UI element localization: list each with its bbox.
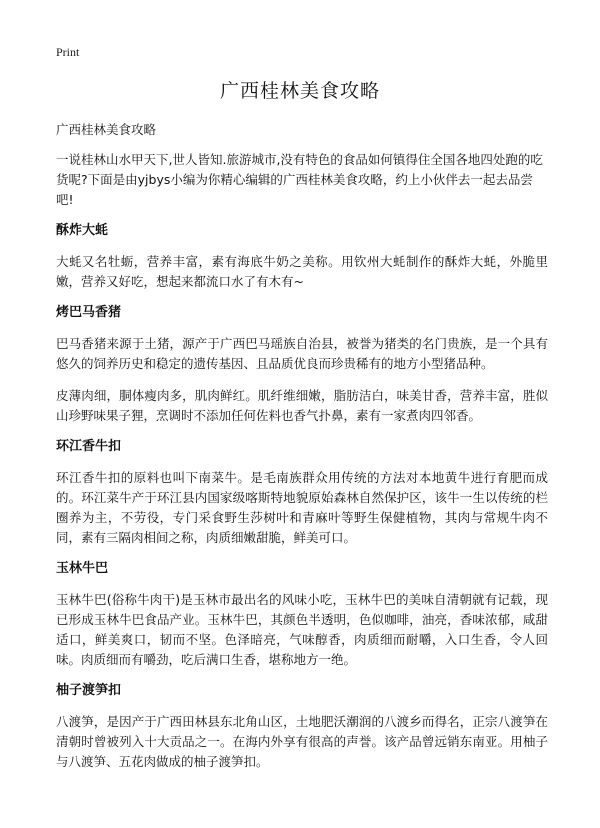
page-title: 广西桂林美食攻略	[219, 80, 380, 102]
section-huanjiang-beef	[56, 438, 548, 548]
section-paragraph: 巴马香猪来源于土猪，源产于广西巴马瑶族自治县，被誉为猪类的名门贵族，是一个具有悠久的饲养历史和稳定的遗传基因、且品质优良而珍贵稀有的地方小型猪品种。	[56, 336, 548, 371]
section-paragraph: 环江香牛扣的原料也叫下南菜牛。是毛南族群众用传统的方法对本地黄牛进行育肥而成的。环江菜牛产于环江县内国家级喀斯特地貌原始森林自然保护区，该牛一生以传统的栏圈养为主，不劳役，专门采食野生莎树叶和青麻叶等野生保健植物，其肉与常规牛肉不同，素有三隔肉相间之称，肉质细嫩甜脆，鲜美可口。	[56, 470, 548, 545]
section-heading: 环江香牛扣	[56, 439, 122, 454]
section-paragraph: 大蚝又名牡蛎，营养丰富，素有海底牛奶之美称。用钦州大蚝制作的酥炸大蚝，外脆里嫩，营养又好吃，想起来都流口水了有木有~	[56, 254, 548, 289]
section-heading: 柚子渡笋扣	[56, 683, 122, 698]
article-body	[56, 120, 548, 784]
article-subtitle: 广西桂林美食攻略	[56, 122, 157, 137]
section-heading: 玉林牛巴	[56, 561, 109, 576]
section-pomelo-bamboo	[56, 682, 548, 772]
section-heading: 酥炸大蚝	[56, 223, 109, 238]
section-heading: 烤巴马香猪	[56, 305, 122, 320]
section-fried-oyster	[56, 222, 548, 292]
section-paragraph: 皮薄肉细，胴体瘦肉多，肌肉鲜红。肌纤维细嫩，脂肪洁白，味美甘香，营养丰富，胜似山珍野味果子狸，烹调时不添加任何佐料也香气扑鼻，素有一家煮肉四邻香。	[56, 388, 548, 423]
section-paragraph: 八渡笋，是因产于广西田林县东北角山区，土地肥沃潮润的八渡乡而得名，正宗八渡笋在清朝时曾被列入十大贡品之一。在海内外享有很高的声誉。该产品曾远销东南亚。用柚子与八渡笋、五花肉做成的柚子渡笋扣。	[56, 714, 548, 769]
section-yulin-beef-jerky	[56, 560, 548, 670]
section-bama-pig	[56, 304, 548, 426]
section-paragraph: 玉林牛巴(俗称牛肉干)是玉林市最出名的风味小吃，玉林牛巴的美味自清朝就有记载，现已形成玉林牛巴食品产业。玉林牛巴，其颜色半透明，色似咖啡，油亮，香味浓郁，咸甜适口，鲜美爽口，韧而不坚。色泽暗亮，气味醇香，肉质细而耐嚼，入口生香，令人回味。肉质细而有嚼劲，吃后满口生香，堪称地方一绝。	[56, 592, 548, 667]
print-link[interactable]: Print	[56, 45, 80, 59]
intro-paragraph: 一说桂林山水甲天下,世人皆知.旅游城市,没有特色的食品如何镇得住全国各地四处跑的吃货呢?下面是由yjbys小编为你精心编辑的广西桂林美食攻略，约上小伙伴去一起去品尝吧!	[56, 152, 543, 207]
